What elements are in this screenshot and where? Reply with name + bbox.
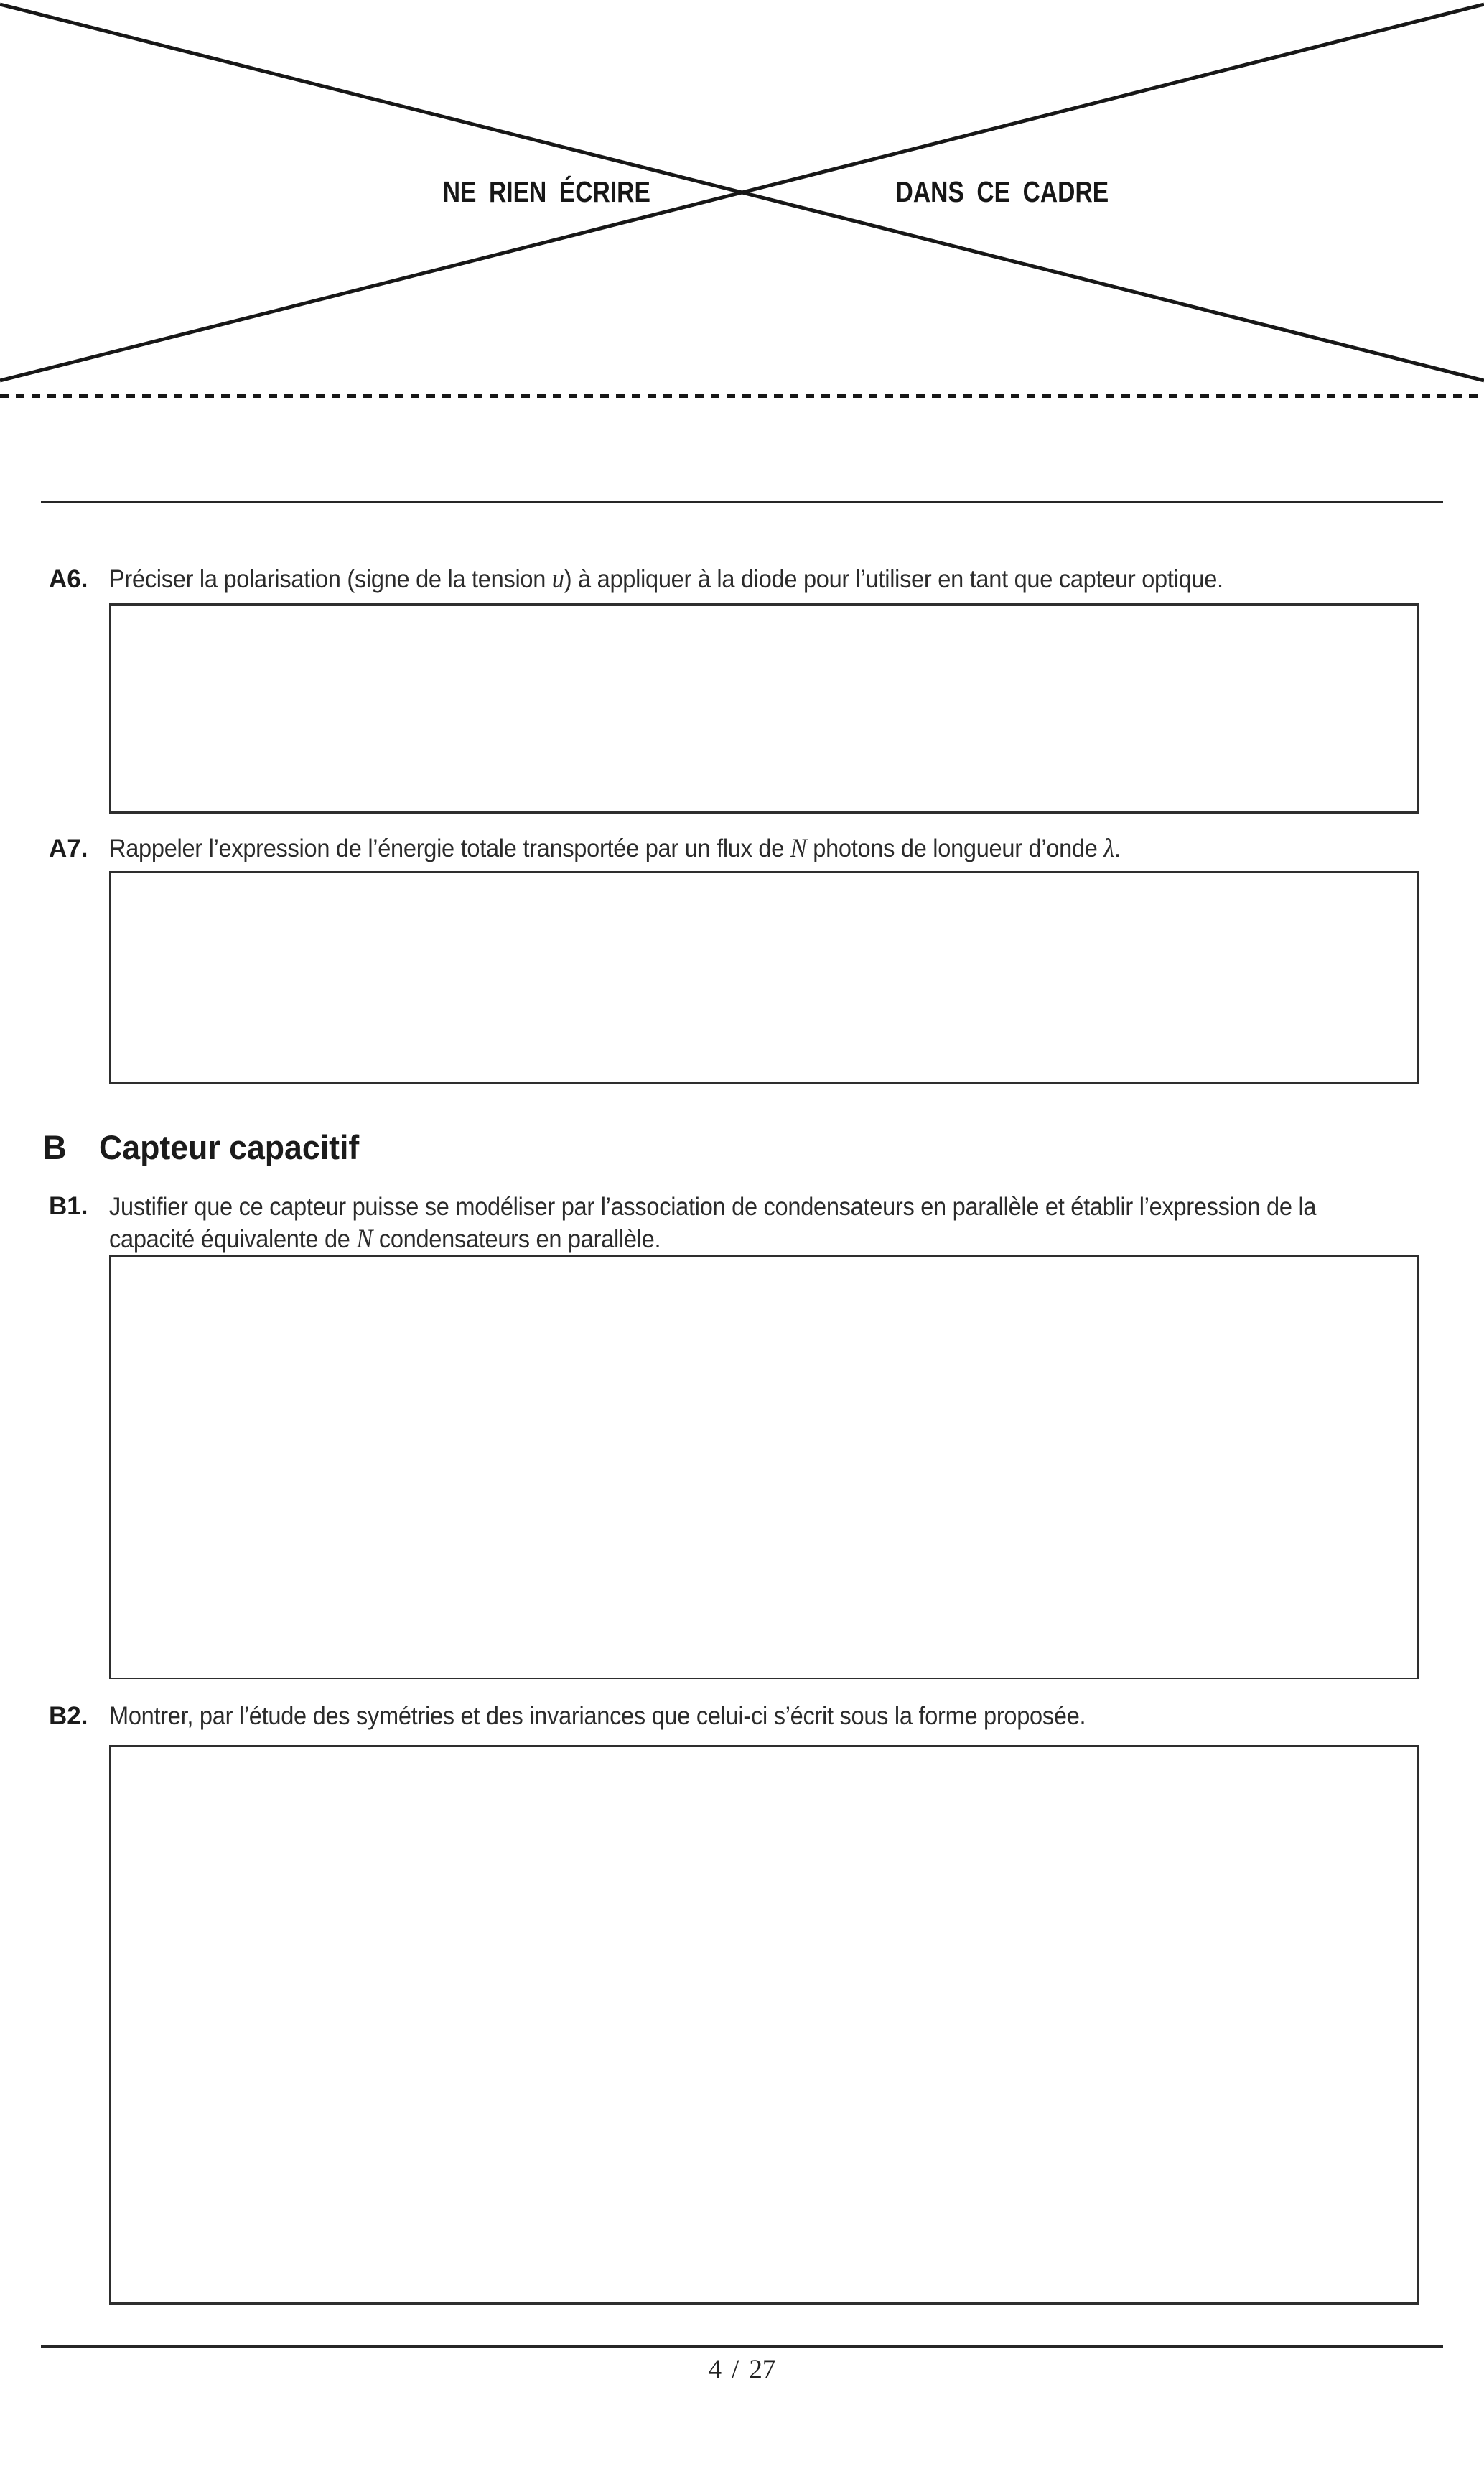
do-not-write-frame — [0, 0, 1484, 402]
question-a7-text-part: Rappeler l’expression de l’énergie totale transportée par un flux de — [109, 834, 790, 862]
question-a6-text — [109, 564, 1223, 595]
do-not-write-left-label: NE RIEN ÉCRIRE — [442, 175, 650, 208]
answer-box-a6[interactable] — [109, 603, 1419, 814]
question-a6-text-part: ) à appliquer à la diode pour l’utiliser en tant que capteur optique. — [564, 565, 1223, 593]
crossed-lines — [0, 0, 1484, 402]
question-b1-text — [109, 1191, 1316, 1255]
page-number — [41, 2354, 1443, 2385]
question-a7-label: A7. — [49, 834, 88, 862]
footer-rule — [41, 2345, 1443, 2348]
page-number-total: 27 — [749, 2355, 776, 2384]
question-b1-line1: Justifier que ce capteur puisse se modéliser par l’association de condensateurs en parallèle et établir l’expression de la — [109, 1193, 1317, 1221]
question-a6-label: A6. — [49, 565, 88, 593]
question-b1-line2-part: condensateurs en parallèle. — [373, 1225, 661, 1253]
math-symbol-u: u — [551, 564, 564, 594]
question-b2-text: Montrer, par l’étude des symétries et des invariances que celui-ci s’écrit sous la forme proposée. — [109, 1702, 1086, 1730]
math-symbol-n: N — [356, 1224, 373, 1254]
question-a6-text-part: Préciser la polarisation (signe de la tension — [109, 565, 552, 593]
math-symbol-lambda: λ — [1103, 834, 1114, 863]
section-b-title: Capteur capacitif — [99, 1128, 360, 1166]
question-a7-text — [109, 833, 1121, 865]
math-symbol-n: N — [790, 834, 807, 863]
answer-box-b1[interactable] — [109, 1255, 1419, 1679]
page-number-current: 4 — [708, 2355, 722, 2384]
section-b-label: B — [42, 1128, 67, 1166]
question-b1-line2 — [109, 1223, 1316, 1255]
content-divider-rule — [41, 501, 1443, 503]
question-a7-text-part: . — [1114, 834, 1121, 862]
page-number-separator: / — [732, 2355, 739, 2384]
question-a7-text-part: photons de longueur d’onde — [806, 834, 1104, 862]
cut-dashed-line — [0, 394, 1484, 398]
answer-box-a7[interactable] — [109, 871, 1419, 1084]
question-b1-line2-part: capacité équivalente de — [109, 1225, 357, 1253]
do-not-write-right-label: DANS CE CADRE — [895, 175, 1109, 208]
question-b2-label: B2. — [49, 1702, 88, 1730]
question-b1-label: B1. — [49, 1192, 88, 1220]
answer-box-b2[interactable] — [109, 1745, 1419, 2305]
